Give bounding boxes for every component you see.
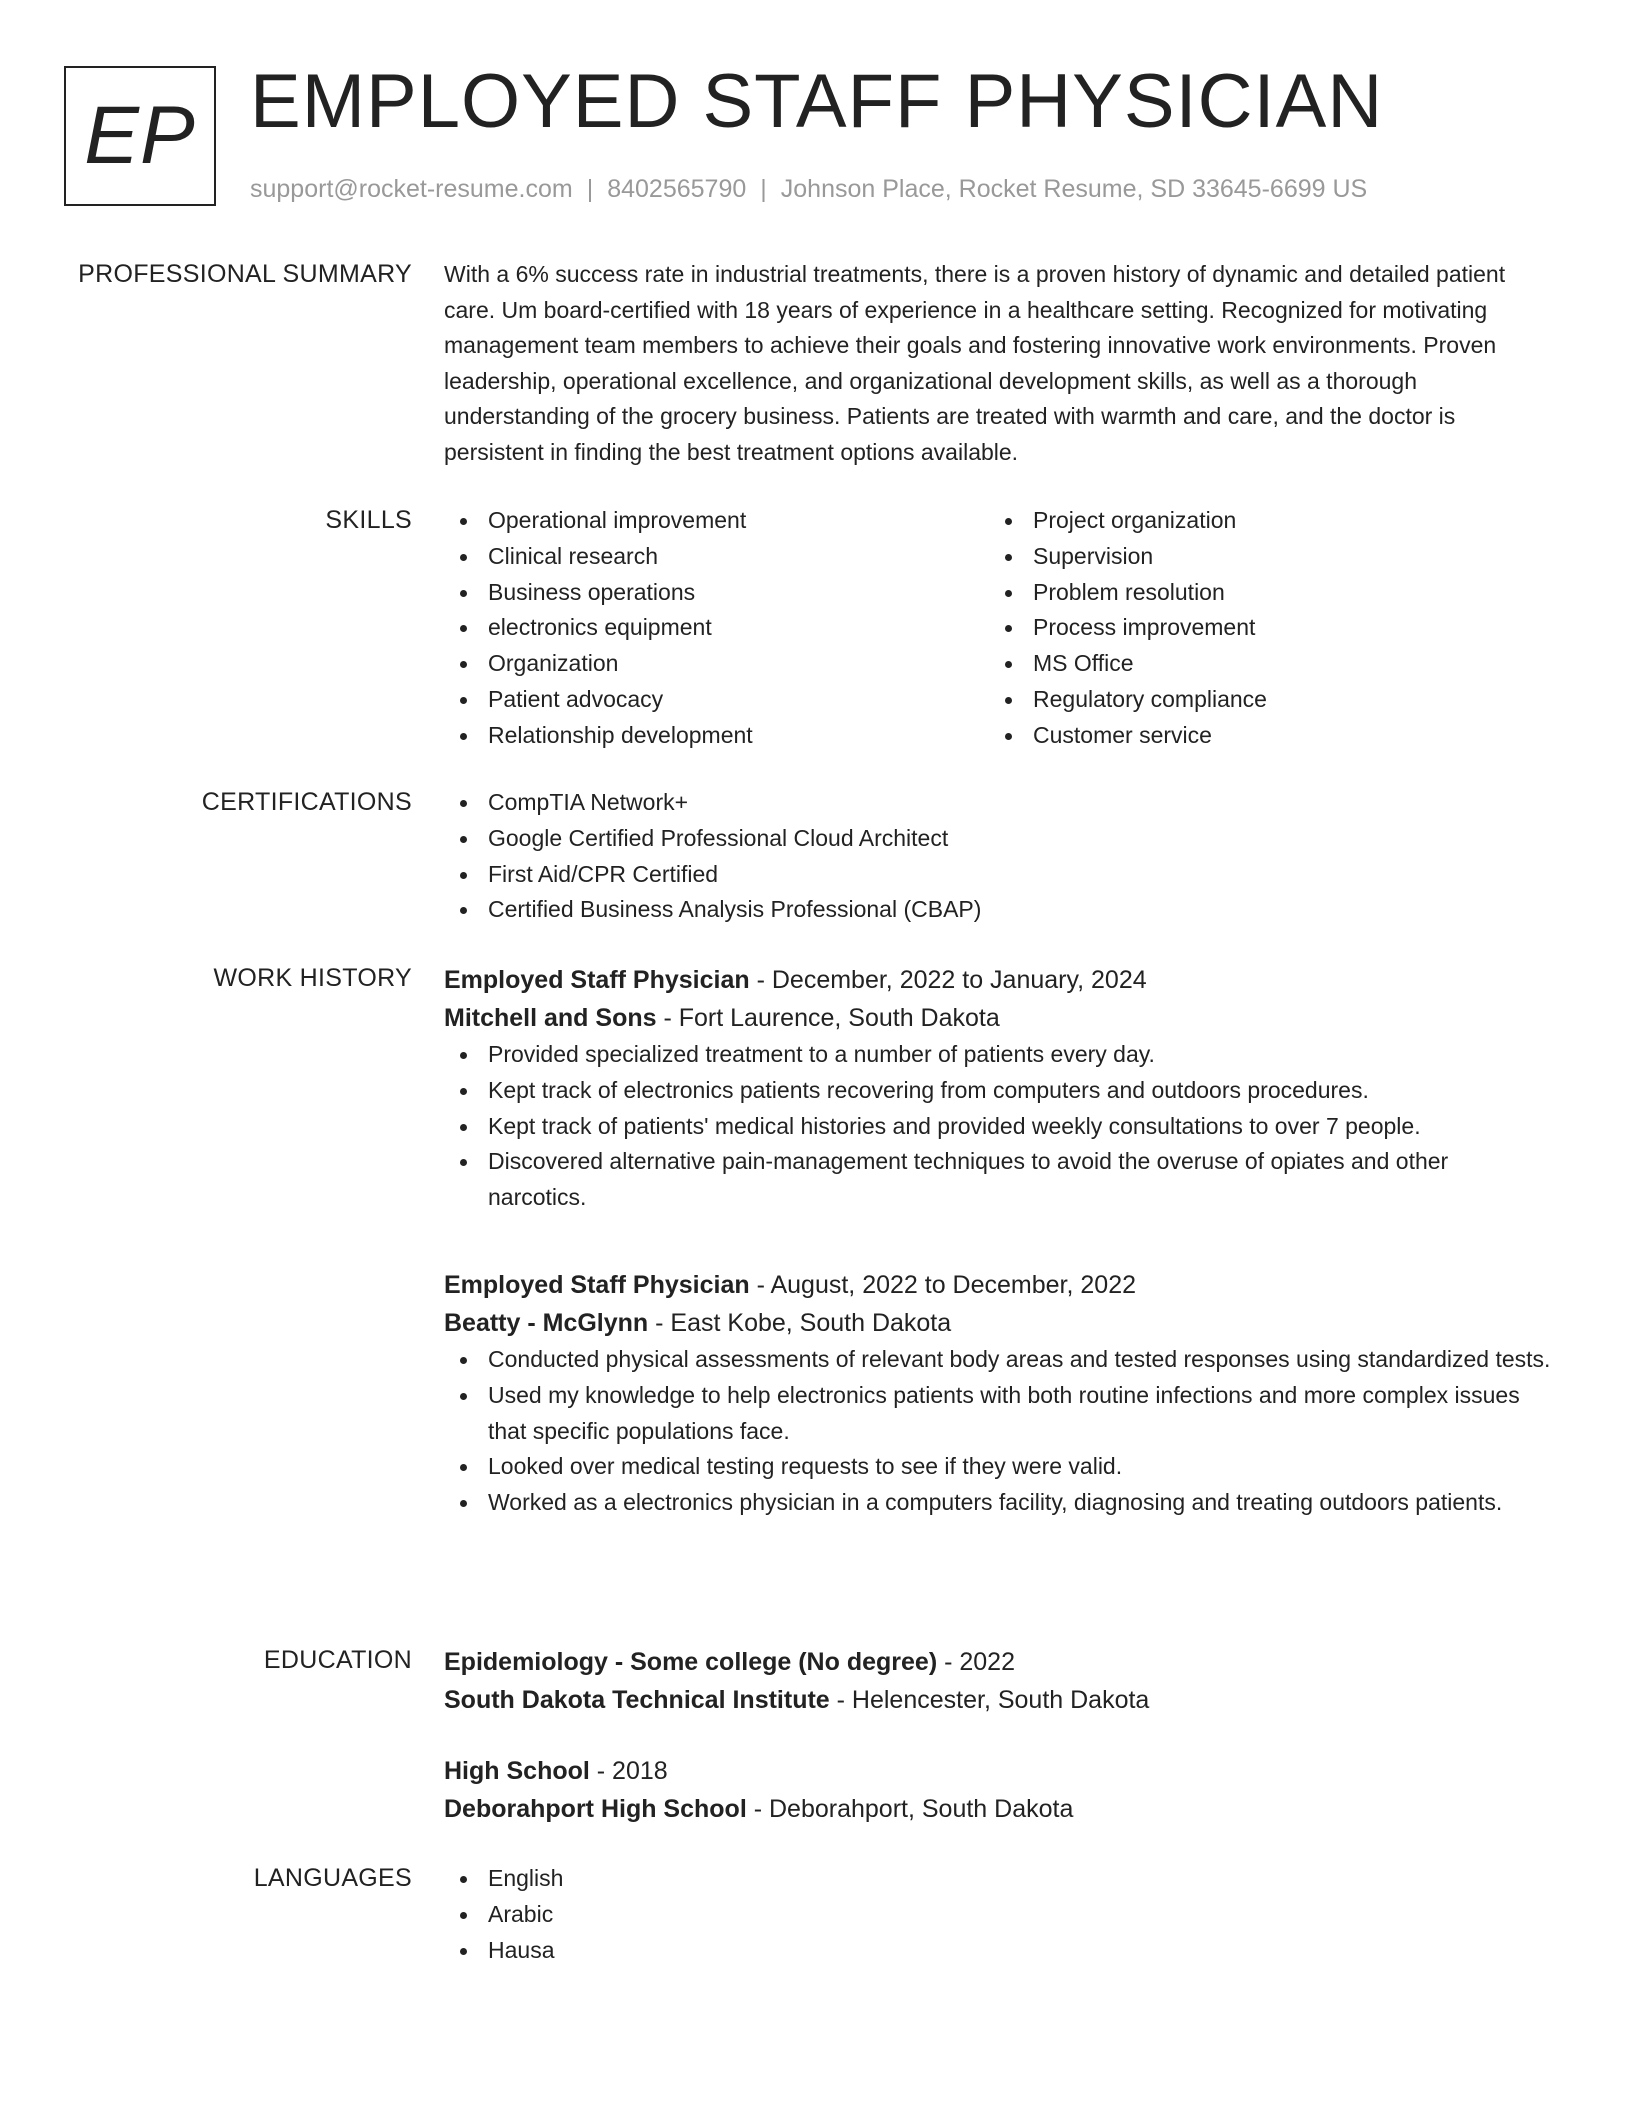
languages-body	[444, 1861, 1552, 1968]
language-item: Hausa	[444, 1933, 1552, 1969]
certifications-body	[444, 785, 1552, 928]
languages-list	[444, 1861, 1552, 1968]
education-degree-line	[444, 1643, 1552, 1681]
skills-list-right	[989, 503, 1534, 754]
education-location: - Helencester, South Dakota	[829, 1686, 1150, 1714]
education-degree: Epidemiology - Some college (No degree)	[444, 1648, 938, 1676]
education-year: - 2018	[589, 1757, 668, 1785]
job-title-line	[444, 1266, 1552, 1304]
education-location: - Deborahport, South Dakota	[746, 1795, 1074, 1823]
job-entry	[444, 961, 1552, 1216]
job-dates: - December, 2022 to January, 2024	[749, 966, 1147, 994]
job-location: - Fort Laurence, South Dakota	[656, 1004, 1000, 1032]
job-duties-list	[444, 1342, 1552, 1521]
language-item: Arabic	[444, 1897, 1552, 1933]
skills-list-left	[444, 503, 989, 754]
job-title: Employed Staff Physician	[444, 966, 750, 994]
job-duty: Kept track of patients' medical histories and provided weekly consultations to over 7 people.	[444, 1109, 1552, 1145]
skill-item: Supervision	[989, 539, 1534, 575]
monogram-logo: EP	[64, 66, 216, 206]
certifications-list	[444, 785, 1552, 928]
education-school: South Dakota Technical Institute	[444, 1686, 830, 1714]
education-degree: High School	[444, 1757, 590, 1785]
languages-heading: LANGUAGES	[253, 1864, 412, 1892]
work-history-heading: WORK HISTORY	[213, 964, 412, 992]
skill-item: Organization	[444, 646, 989, 682]
education-degree-line	[444, 1752, 1552, 1790]
work-history-body	[444, 961, 1552, 1521]
certifications-heading: CERTIFICATIONS	[201, 788, 412, 816]
education-year: - 2022	[937, 1648, 1015, 1676]
contact-phone: 8402565790	[607, 175, 747, 203]
skills-body	[444, 503, 1552, 754]
job-duty: Conducted physical assessments of relevant body areas and tested responses using standardized tests.	[444, 1342, 1552, 1378]
skill-item: Regulatory compliance	[989, 682, 1534, 718]
skill-item: Business operations	[444, 575, 989, 611]
skill-item: Problem resolution	[989, 575, 1534, 611]
candidate-name: EMPLOYED STAFF PHYSICIAN	[250, 59, 1384, 144]
job-duties-list	[444, 1037, 1552, 1216]
education-school: Deborahport High School	[444, 1795, 747, 1823]
skill-item: Project organization	[989, 503, 1534, 539]
job-duty: Worked as a electronics physician in a computers facility, diagnosing and treating outdoors patients.	[444, 1485, 1552, 1521]
summary-text: With a 6% success rate in industrial treatments, there is a proven history of dynamic and detailed patient care. Um board-certified with 18 years of experience in a healthcare setting. Recognized for motivating management team members to achieve their goals and fostering innovative work environments. Proven leadership, operational excellence, and organizational development skills, as well as a thorough understanding of the grocery business. Patients are treated with warmth and care, and the doctor is persistent in finding the best treatment options available.	[444, 261, 1506, 465]
skill-item: Customer service	[989, 718, 1534, 754]
education-body	[444, 1643, 1552, 1828]
job-company-line	[444, 999, 1552, 1037]
skill-item: Relationship development	[444, 718, 989, 754]
skill-item: Patient advocacy	[444, 682, 989, 718]
education-entry	[444, 1752, 1552, 1828]
job-location: - East Kobe, South Dakota	[648, 1308, 952, 1337]
certification-item: Certified Business Analysis Professional (CBAP)	[444, 892, 1552, 928]
contact-address: Johnson Place, Rocket Resume, SD 33645-6699 US	[780, 175, 1368, 203]
language-item: English	[444, 1861, 1552, 1897]
job-company: Beatty - McGlynn	[444, 1308, 649, 1337]
summary-heading: PROFESSIONAL SUMMARY	[78, 260, 412, 288]
job-company-line	[444, 1304, 1552, 1342]
education-school-line	[444, 1790, 1552, 1828]
certification-item: CompTIA Network+	[444, 785, 1552, 821]
skill-item: Operational improvement	[444, 503, 989, 539]
job-duty: Used my knowledge to help electronics patients with both routine infections and more complex issues that specific populations face.	[444, 1378, 1552, 1450]
job-title-line	[444, 961, 1552, 999]
job-duty: Kept track of electronics patients recovering from computers and outdoors procedures.	[444, 1073, 1552, 1109]
job-title: Employed Staff Physician	[444, 1270, 750, 1299]
skill-item: Clinical research	[444, 539, 989, 575]
certification-item: Google Certified Professional Cloud Architect	[444, 821, 1552, 857]
contact-email: support@rocket-resume.com	[250, 175, 573, 203]
education-heading: EDUCATION	[263, 1646, 412, 1674]
job-entry	[444, 1266, 1552, 1521]
skill-item: MS Office	[989, 646, 1534, 682]
education-school-line	[444, 1681, 1552, 1719]
job-duty: Looked over medical testing requests to see if they were valid.	[444, 1449, 1552, 1485]
summary-body	[444, 257, 1552, 471]
skills-heading: SKILLS	[325, 506, 412, 534]
job-company: Mitchell and Sons	[444, 1004, 657, 1032]
skill-item: Process improvement	[989, 610, 1534, 646]
skill-item: electronics equipment	[444, 610, 989, 646]
job-duty: Discovered alternative pain-management techniques to avoid the overuse of opiates and other narcotics.	[444, 1144, 1552, 1216]
contact-line	[250, 172, 1367, 206]
contact-separator: |	[760, 175, 767, 203]
certification-item: First Aid/CPR Certified	[444, 857, 1552, 893]
contact-separator: |	[586, 175, 594, 203]
job-duty: Provided specialized treatment to a number of patients every day.	[444, 1037, 1552, 1073]
job-dates: - August, 2022 to December, 2022	[749, 1270, 1137, 1299]
education-entry	[444, 1643, 1552, 1719]
